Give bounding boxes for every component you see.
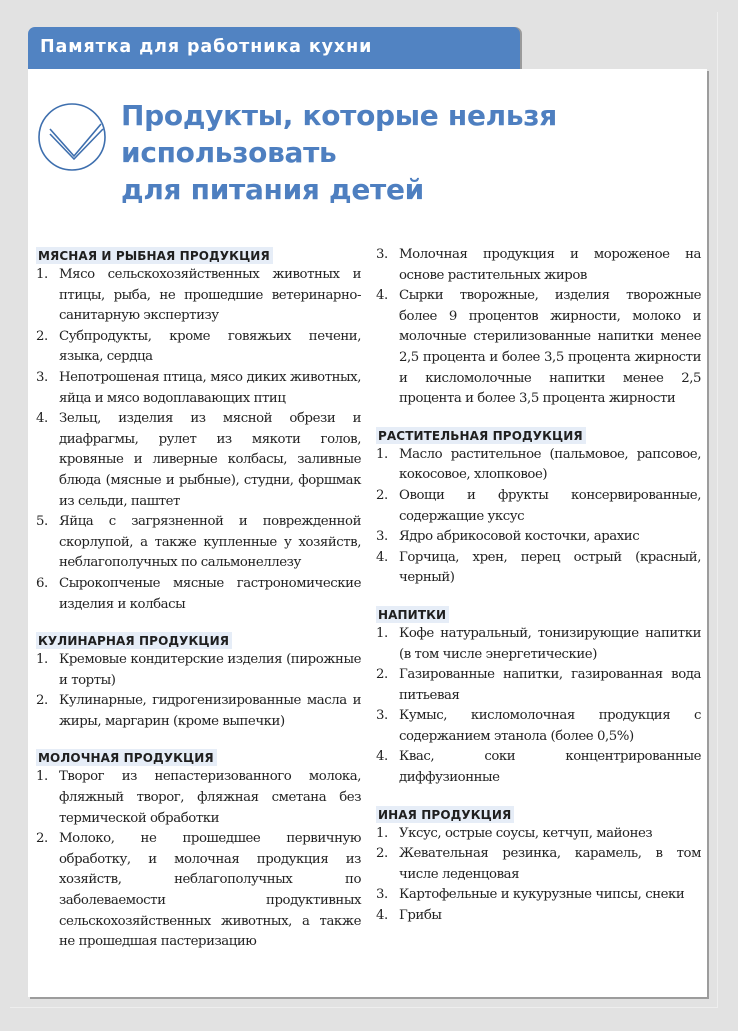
section-title: НАПИТКИ: [376, 606, 449, 623]
header-tab: [28, 27, 520, 71]
section-drinks: [376, 604, 701, 789]
list-item: 4. Горчица, хрен, перец острый (красный, черный): [376, 549, 701, 586]
list-item: 2. Молоко, не прошедшее первичную обработку, и молочная продукция из хозяйств, неблагополучных по заболеваемости продуктивных сельскохозяйственных животных, а также не прошедшая пастеризацию: [36, 831, 361, 950]
section-other: [376, 804, 701, 927]
list-item: 5. Яйца с загрязненной и поврежденной скорлупой, а также купленные у хозяйств, неблагополучных по сальмонеллезу: [36, 514, 361, 571]
list-item: 2. Овощи и фрукты консервированные, содержащие уксус: [376, 487, 701, 524]
section-culinary: [36, 630, 361, 732]
section-title: МОЛОЧНАЯ ПРОДУКЦИЯ: [36, 749, 217, 766]
list-item: 2. Жевательная резинка, карамель, в том числе леденцовая: [376, 846, 701, 882]
list-item: 1. Мясо сельскохозяйственных животных и птицы, рыба, не прошедшие ветеринарно-санитарную экспертизу: [36, 267, 361, 324]
page-title: [121, 97, 557, 208]
list-item: 1. Кофе натуральный, тонизирующие напитки (в том числе энергетические): [376, 625, 701, 662]
list-item: 2. Газированные напитки, газированная вода питьевая: [376, 667, 701, 703]
list-item: 3. Картофельные и кукурузные чипсы, снеки: [376, 887, 685, 903]
item-list: [376, 245, 701, 410]
left-column: [36, 245, 361, 968]
title-line: Продукты, которые нельзя: [121, 99, 557, 132]
section-dairy-cont: [376, 245, 701, 410]
memo-card: [28, 69, 707, 997]
list-item: 1. Кремовые кондитерские изделия (пирожные и торты): [36, 652, 361, 688]
list-item: 1. Творог из непастеризованного молока, фляжный творог, фляжная сметана без термической обработки: [36, 769, 361, 826]
list-item: 3. Молочная продукция и мороженое на основе растительных жиров: [376, 247, 701, 283]
section-title: РАСТИТЕЛЬНАЯ ПРОДУКЦИЯ: [376, 427, 586, 444]
list-item: 2. Субпродукты, кроме говяжьих печени, языка, сердца: [36, 328, 361, 365]
list-item: 4. Квас, соки концентрированные диффузионные: [376, 749, 701, 786]
list-item: 3. Ядро абрикосовой косточки, арахис: [376, 529, 640, 545]
item-list: [376, 824, 701, 927]
title-line: использовать: [121, 136, 337, 169]
list-item: 3. Кумыс, кисломолочная продукция с содержанием этанола (более 0,5%): [376, 708, 701, 744]
section-title: КУЛИНАРНАЯ ПРОДУКЦИЯ: [36, 632, 232, 649]
tab-title: Памятка для работника кухни: [40, 37, 373, 57]
section-plant: [376, 425, 701, 589]
list-item: 4. Грибы: [376, 908, 442, 924]
list-item: 1. Уксус, острые соусы, кетчуп, майонез: [376, 825, 653, 841]
list-item: 4. Сырки творожные, изделия творожные более 9 процентов жирности, молоко и молочные стерилизованные напитки менее 2,5 процента и более 3,5 процента жирности и кисломолочные напитки менее 2,5 процента и более 3,5 процента жирности: [376, 288, 701, 407]
check-circle-icon: [36, 101, 108, 173]
list-item: 4. Зельц, изделия из мясной обрези и диафрагмы, рулет из мякоти голов, кровяные и ливерные колбасы, заливные блюда (мясные и рыбные), студни, форшмак из сельди, паштет: [36, 411, 361, 509]
section-title: ИНАЯ ПРОДУКЦИЯ: [376, 806, 514, 823]
section-dairy: [36, 747, 361, 952]
right-column: [376, 245, 701, 942]
section-meat-fish: [36, 245, 361, 615]
item-list: [36, 265, 361, 615]
title-line: для питания детей: [121, 173, 424, 206]
item-list: [376, 624, 701, 789]
list-item: 2. Кулинарные, гидрогенизированные масла и жиры, маргарин (кроме выпечки): [36, 693, 361, 729]
list-item: 6. Сырокопченые мясные гастрономические изделия и колбасы: [36, 575, 361, 612]
item-list: [376, 445, 701, 589]
item-list: [36, 767, 361, 952]
item-list: [36, 650, 361, 732]
list-item: 3. Непотрошеная птица, мясо диких животных, яйца и мясо водоплавающих птиц: [36, 369, 361, 406]
section-title: МЯСНАЯ И РЫБНАЯ ПРОДУКЦИЯ: [36, 247, 273, 264]
list-item: 1. Масло растительное (пальмовое, рапсовое, кокосовое, хлопковое): [376, 446, 701, 483]
